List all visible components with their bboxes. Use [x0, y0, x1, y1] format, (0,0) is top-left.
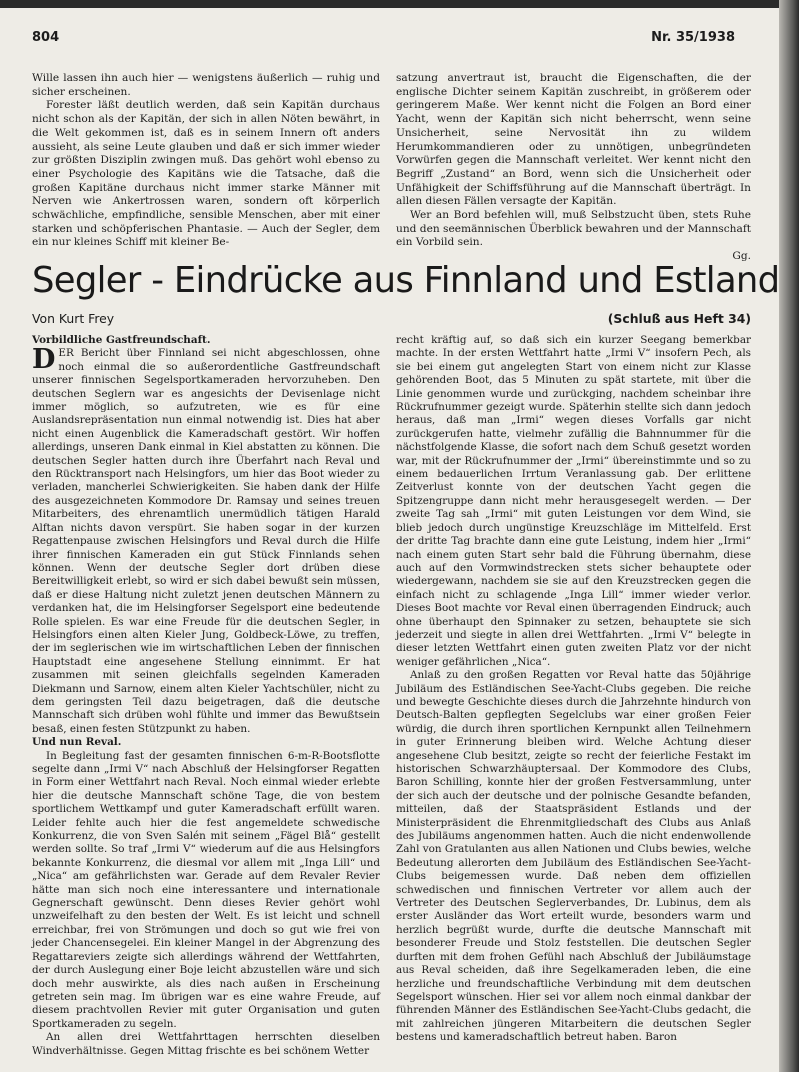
- author-byline: Von Kurt Frey: [32, 311, 115, 326]
- page-header: [32, 30, 735, 45]
- paragraph: Wille lassen ihn auch hier — wenigstens äußerlich — ruhig und sicher erscheinen.: [32, 72, 380, 98]
- paragraph: satzung anvertraut ist, braucht die Eigenschaften, die der englische Dichter seinem Kapitän zuschreibt, in größerem oder geringerem Maße. Wer kennt nicht die Folgen an Bord einer Yacht, wenn der Kapitän sich nicht beherrscht, wenn seine Unsicherheit, seine Nervosität ihn zu wildem Herumkommandieren oder zu unnötigen, unbegründeten Vorwürfen gegen die Mannschaft verleitet. Wer kennt nicht den Begriff „Zustand“ an Bord, wenn sich die Unsicherheit oder Unfähigkeit der Schiffsführung auf die Mannschaft überträgt. In allen diesen Fällen versagte der Kapitän.: [396, 72, 751, 208]
- magazine-page: [0, 8, 779, 1072]
- page-number: 804: [32, 30, 60, 45]
- paragraph-text: ER Bericht über Finnland sei nicht abgeschlossen, ohne noch einmal die so außerordentliche Gastfreundschaft unserer finnischen Segelsportkameraden hervorzuheben. Den deutschen Seglern war es angesichts der Devisenlage nicht immer möglich, so aufzutreten, wie es für eine Auslandsrepräsentation nun einmal notwendig ist. Dies hat aber nicht einen Augenblick die Kameradschaft gestört. Wir hoffen allerdings, unseren Dank einmal in Kiel abstatten zu können. Die deutschen Segler hatten durch ihre Überfahrt nach Reval und den Rücktransport nach Helsingfors, um hier das Boot wieder zu verladen, mancherlei Schwierigkeiten. Sie haben dank der Hilfe des ausgezeichneten Kommodore Dr. Ramsay und seines treuen Mitarbeiters, des ehrenamtlich unermüdlich tätigen Harald Alftan nichts davon verspürt. Sie haben sogar in der kurzen Regattenpause zwischen Helsingfors und Reval durch die Hilfe ihrer finnischen Kameraden ein gut Stück Finnlands sehen können. Wenn der deutsche Segler dort drüben diese Bereitwilligkeit erlebt, so wird er sich dabei bewußt sein müssen, daß er diese Haltung nicht zuletzt jenen deutschen Männern zu verdanken hat, die im Helsingforser Segelsport eine bedeutende Rolle spielen. Es war eine Freude für die deutschen Segler, in Helsingfors einen alten Kieler Jung, Goldbeck-Löwe, zu treffen, der im seglerischen wie im wirtschaftlichen Leben der finnischen Hauptstadt eine angesehene Stellung einnimmt. Er hat zusammen mit seinen gleichfalls segelnden Kameraden Diekmann und Sarnow, einem alten Kieler Yachtschüler, nicht zu dem geringsten Teil dazu beigetragen, daß die deutsche Mannschaft sich drüben wohl fühlte und immer das Bewußtsein besaß, einen festen Stützpunkt zu haben.: [32, 347, 380, 735]
- paragraph: recht kräftig auf, so daß sich ein kurzer Seegang bemerkbar machte. In der ersten Wettfahrt hatte „Irmi V“ insofern Pech, als sie bei einem gut angelegten Start von einem nicht zur Klasse gehörenden Boot, das 5 Minuten zu spät startete, mit über die Linie genommen wurde und zurückging, nachdem scheinbar ihre Rückrufnummer gezeigt wurde. Späterhin stellte sich dann jedoch heraus, daß man „Irmi“ wegen dieses Vorfalls gar nicht zurückgerufen hatte, vielmehr zufällig die Bahnnummer für die nächstfolgende Klasse, die sofort nach dem Schuß gesetzt worden war, mit der Rückrufnummer der „Irmi“ übereinstimmte und so zu einem bedauerlichen Irrtum Veranlassung gab. Der erlittene Zeitverlust konnte von der deutschen Yacht gegen die Spitzengruppe dann nicht mehr herausgesegelt werden. — Der zweite Tag sah „Irmi“ mit guten Leistungen vor dem Wind, sie blieb jedoch durch ungünstige Kreuzschläge im Mittelfeld. Erst der dritte Tag brachte dann eine gute Leistung, indem hier „Irmi“ nach einem guten Start sehr bald die Führung übernahm, diese auch auf den Vormwindstrecken stets sicher behauptete oder wiedergewann, nachdem sie sie auf den Kreuzstrecken gegen die einfach nicht zu schlagende „Inga Lill“ immer wieder verlor. Dieses Boot machte vor Reval einen überragenden Eindruck; auch ohne überhaupt den Spinnaker zu setzen, behauptete sie sich jederzeit und siegte in allen drei Wettfahrten. „Irmi V“ belegte in dieser letzten Wettfahrt einen guten zweiten Platz vor der nicht weniger gefährlichen „Nica“.: [396, 334, 751, 668]
- section-heading: Und nun Reval.: [32, 736, 122, 749]
- paragraph: An allen drei Wettfahrttagen herrschten dieselben Windverhältnisse. Gegen Mittag frischte es bei schönem Wetter: [32, 1031, 380, 1057]
- issue-number: Nr. 35/1938: [651, 30, 735, 45]
- paragraph: Wer an Bord befehlen will, muß Selbstzucht üben, stets Ruhe und den seemännischen Überblick bewahren und der Mannschaft ein Vorbild sein.: [396, 209, 751, 249]
- drop-cap: D: [32, 344, 56, 376]
- paragraph: [32, 344, 380, 736]
- article-title: Segler - Eindrücke aus Finnland und Estland: [32, 260, 779, 301]
- paragraph: Forester läßt deutlich werden, daß sein Kapitän durchaus nicht schon als der Kapitän, der sich in allen Nöten bewährt, in die Welt gekommen ist, daß es in seinem Innern oft anders aussieht, als seine Leute glauben und daß er sich immer wieder zur größten Disziplin zwingen muß. Das gehört wohl ebenso zu einer Psychologie des Kapitäns wie die Tatsache, daß die großen Kapitäne durchaus nicht immer starke Männer mit Nerven wie Ankertrossen waren, sondern oft körperlich schwächliche, empfindliche, sensible Menschen, aber mit einer starken und schöpferischen Phantasie. — Auch der Segler, dem ein nur kleines Schiff mit kleiner Be-: [32, 99, 380, 249]
- continuation-note: (Schluß aus Heft 34): [607, 311, 751, 326]
- paragraph: In Begleitung fast der gesamten finnischen 6-m-R-Bootsflotte segelte dann „Irmi V“ nach Abschluß der Helsingforser Regatten in Form einer Wettfahrt nach Reval. Noch einmal wieder erlebte hier die deutsche Mannschaft schöne Tage, die von bestem sportlichem Wettkampf und guter Kameradschaft erfüllt waren. Leider fehlte auch hier die fest angemeldete schwedische Konkurrenz, die von Sven Salén mit seinem „Fägel Blå“ gestellt werden sollte. So traf „Irmi V“ wiederum auf die aus Helsingfors bekannte Konkurrenz, die diesmal vor allem mit „Inga Lill“ und „Nica“ am gefährlichsten war. Gerade auf dem Revaler Revier hätte man sich noch eine interessantere und internationale Gegnerschaft gewünscht. Denn dieses Revier gehört wohl unzweifelhaft zu den besten der Welt. Es ist leicht und schnell erreichbar, frei von Strömungen und doch so gut wie frei von jeder Chancensegelei. Ein kleiner Mangel in der Abgrenzung des Regattareviers zeigte sich allerdings während der Wettfahrten, der durch Auslegung einer Boje leicht abzustellen wäre und sich doch mehr auswirkte, als dies nach außen in Erscheinung getreten sein mag. Im übrigen war es eine wahre Freude, auf diesem prachtvollen Revier mit guter Organisation und guten Sportkameraden zu segeln.: [32, 749, 380, 1030]
- section-heading: Vorbildliche Gastfreundschaft.: [32, 334, 211, 346]
- author-signoff: Gg.: [732, 250, 751, 263]
- article-left-column: [32, 334, 380, 1058]
- article-right-column: [396, 334, 751, 1045]
- byline-row: [32, 311, 751, 326]
- previous-article-right-column: [396, 72, 751, 264]
- paragraph: Anlaß zu den großen Regatten vor Reval hatte das 50jährige Jubiläum des Estländischen See-Yacht-Clubs gegeben. Die reiche und bewegte Geschichte dieses durch die Jahrzehnte hindurch von Deutsch-Balten gepflegten Segelclubs war einer großen Feier würdig, die durch ihren sportlichen Kernpunkt allen Teilnehmern in guter Erinnerung bleiben wird. Welche Achtung dieser angesehene Club besitzt, zeigte so recht der feierliche Festakt im historischen Schwarzhäuptersaal. Der Kommodore des Clubs, Baron Schilling, konnte hier der großen Festversammlung, unter der sich auch der deutsche und der polnische Gesandte befanden, mitteilen, daß der Staatspräsident Estlands und der Ministerpräsident die Ehrenmitgliedschaft des Clubs aus Anlaß des Jubiläums angenommen hatten. Auch die nicht endenwollende Zahl von Gratulanten aus allen Nationen und Clubs bewies, welche Bedeutung allerorten dem Jubiläum des Estländischen See-Yacht-Clubs beigemessen wurde. Daß neben dem offiziellen schwedischen und finnischen Vertreter vor allem auch der Vertreter des Deutschen Seglerverbandes, Dr. Lubinus, dem als erster Ausländer das Wort erteilt wurde, besonders warm und herzlich begrüßt wurde, durfte die deutsche Mannschaft mit besonderer Freude und Stolz feststellen. Die deutschen Segler durften mit dem frohen Gefühl nach Abschluß der Jubiläumstage aus Reval scheiden, daß ihre Segelkameraden leben, die eine herzliche und freundschaftliche Verbindung mit dem deutschen Segelsport wünschen. Hier sei vor allem noch einmal dankbar der führenden Männer des Estländischen See-Yacht-Clubs gedacht, die mit zahlreichen jüngeren Mitarbeitern die deutschen Segler bestens und kameradschaftlich betreut haben. Baron: [396, 669, 751, 1044]
- page-edge-shadow: [779, 0, 799, 1072]
- previous-article-left-column: [32, 72, 380, 250]
